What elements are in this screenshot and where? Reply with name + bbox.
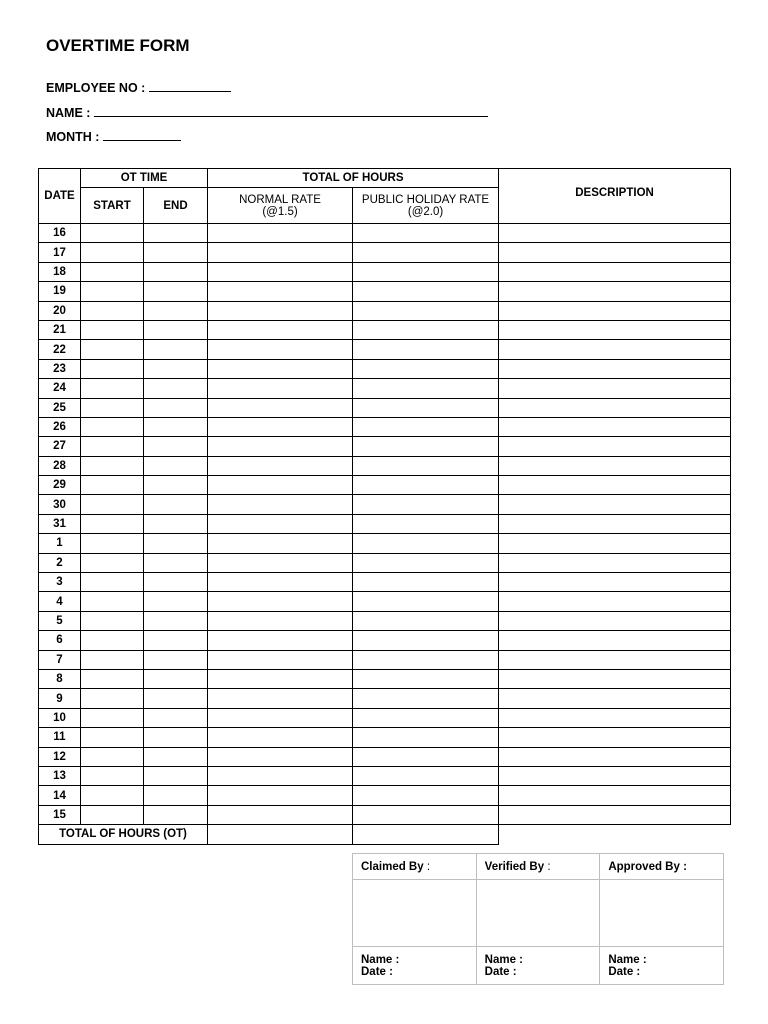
date-cell: 4	[39, 592, 81, 611]
date-cell: 22	[39, 340, 81, 359]
claimed-name-date[interactable]	[353, 947, 477, 985]
approved-by-cell	[600, 854, 724, 880]
date-cell: 29	[39, 476, 81, 495]
description-cell[interactable]	[499, 243, 731, 262]
description-cell[interactable]	[499, 282, 731, 301]
date-header: DATE	[39, 169, 81, 224]
claimed-signature-box[interactable]	[353, 880, 477, 947]
overtime-table-body	[39, 224, 731, 825]
end-cell[interactable]	[144, 224, 208, 243]
start-cell[interactable]	[81, 262, 144, 281]
public-holiday-cell[interactable]	[353, 379, 499, 398]
date-cell: 31	[39, 514, 81, 533]
normal-rate-cell[interactable]	[208, 553, 353, 572]
table-row	[39, 786, 731, 805]
normal-rate-cell[interactable]	[208, 592, 353, 611]
start-cell[interactable]	[81, 282, 144, 301]
verified-by-colon: :	[547, 860, 551, 873]
normal-rate-cell[interactable]	[208, 282, 353, 301]
date-cell: 25	[39, 398, 81, 417]
employee-no-line[interactable]	[149, 79, 231, 92]
end-cell[interactable]	[144, 553, 208, 572]
normal-rate-cell[interactable]	[208, 786, 353, 805]
end-cell[interactable]	[144, 689, 208, 708]
verified-name-label: Name :	[484, 953, 524, 966]
start-cell[interactable]	[81, 766, 144, 785]
date-cell: 11	[39, 728, 81, 747]
table-row	[39, 340, 731, 359]
claimed-by-label: Claimed By	[361, 860, 424, 873]
normal-rate-cell[interactable]	[208, 262, 353, 281]
verified-by-cell	[476, 854, 600, 880]
normal-rate-cell[interactable]	[208, 573, 353, 592]
table-row	[39, 708, 731, 727]
start-cell[interactable]	[81, 592, 144, 611]
table-row	[39, 359, 731, 378]
end-cell[interactable]	[144, 766, 208, 785]
description-cell[interactable]	[499, 747, 731, 766]
date-cell: 15	[39, 805, 81, 824]
date-cell: 14	[39, 786, 81, 805]
end-cell[interactable]	[144, 243, 208, 262]
normal-rate-label: NORMAL RATE	[239, 193, 321, 206]
start-cell[interactable]	[81, 747, 144, 766]
public-holiday-cell[interactable]	[353, 611, 499, 630]
start-cell[interactable]	[81, 243, 144, 262]
description-cell[interactable]	[499, 650, 731, 669]
total-hours-ot-label: TOTAL OF HOURS (OT)	[39, 825, 208, 844]
approved-signature-box[interactable]	[600, 880, 724, 947]
end-header: END	[144, 188, 208, 224]
name-field	[46, 104, 488, 120]
normal-rate-cell[interactable]	[208, 650, 353, 669]
total-hours-header: TOTAL OF HOURS	[208, 169, 499, 188]
public-holiday-cell[interactable]	[353, 553, 499, 572]
end-cell[interactable]	[144, 379, 208, 398]
end-cell[interactable]	[144, 592, 208, 611]
start-cell[interactable]	[81, 398, 144, 417]
verified-name-date[interactable]	[476, 947, 600, 985]
description-cell[interactable]	[499, 224, 731, 243]
claimed-by-cell	[353, 854, 477, 880]
end-cell[interactable]	[144, 534, 208, 553]
start-cell[interactable]	[81, 786, 144, 805]
start-cell[interactable]	[81, 437, 144, 456]
date-cell: 30	[39, 495, 81, 514]
normal-rate-cell[interactable]	[208, 224, 353, 243]
end-cell[interactable]	[144, 631, 208, 650]
public-holiday-cell[interactable]	[353, 514, 499, 533]
normal-rate-cell[interactable]	[208, 243, 353, 262]
approved-by-label: Approved By :	[608, 860, 687, 873]
end-cell[interactable]	[144, 495, 208, 514]
normal-rate-cell[interactable]	[208, 417, 353, 436]
date-cell: 3	[39, 573, 81, 592]
total-blank-cell	[499, 825, 731, 844]
normal-rate-cell[interactable]	[208, 340, 353, 359]
normal-rate-cell[interactable]	[208, 476, 353, 495]
table-row	[39, 476, 731, 495]
description-cell[interactable]	[499, 476, 731, 495]
normal-rate-cell[interactable]	[208, 359, 353, 378]
public-holiday-cell[interactable]	[353, 359, 499, 378]
public-holiday-cell[interactable]	[353, 534, 499, 553]
date-cell: 27	[39, 437, 81, 456]
table-row	[39, 592, 731, 611]
description-cell[interactable]	[499, 456, 731, 475]
normal-rate-cell[interactable]	[208, 320, 353, 339]
description-cell[interactable]	[499, 573, 731, 592]
description-cell[interactable]	[499, 340, 731, 359]
verified-date-label: Date :	[484, 965, 517, 978]
start-cell[interactable]	[81, 631, 144, 650]
public-holiday-cell[interactable]	[353, 495, 499, 514]
start-cell[interactable]	[81, 534, 144, 553]
start-cell[interactable]	[81, 805, 144, 824]
form-title: OVERTIME FORM	[46, 36, 190, 55]
start-cell[interactable]	[81, 689, 144, 708]
date-cell: 24	[39, 379, 81, 398]
start-cell[interactable]	[81, 553, 144, 572]
start-cell[interactable]	[81, 320, 144, 339]
public-holiday-cell[interactable]	[353, 398, 499, 417]
end-cell[interactable]	[144, 728, 208, 747]
end-cell[interactable]	[144, 282, 208, 301]
public-holiday-cell[interactable]	[353, 282, 499, 301]
table-row	[39, 398, 731, 417]
description-cell[interactable]	[499, 379, 731, 398]
description-cell[interactable]	[499, 398, 731, 417]
public-holiday-cell[interactable]	[353, 262, 499, 281]
overtime-table	[38, 168, 731, 845]
normal-rate-cell[interactable]	[208, 689, 353, 708]
table-row	[39, 262, 731, 281]
total-normal-rate-cell[interactable]	[208, 825, 353, 844]
start-cell[interactable]	[81, 379, 144, 398]
start-cell[interactable]	[81, 224, 144, 243]
normal-rate-cell[interactable]	[208, 766, 353, 785]
end-cell[interactable]	[144, 708, 208, 727]
ot-time-header: OT TIME	[81, 169, 208, 188]
name-label: NAME :	[46, 106, 91, 120]
start-cell[interactable]	[81, 476, 144, 495]
description-cell[interactable]	[499, 553, 731, 572]
start-cell[interactable]	[81, 417, 144, 436]
table-row	[39, 534, 731, 553]
table-row	[39, 495, 731, 514]
date-cell: 5	[39, 611, 81, 630]
public-holiday-cell[interactable]	[353, 708, 499, 727]
verified-by-label: Verified By	[484, 860, 545, 873]
table-row	[39, 224, 731, 243]
table-row	[39, 669, 731, 688]
description-cell[interactable]	[499, 417, 731, 436]
employee-no-label: EMPLOYEE NO :	[46, 81, 146, 95]
date-cell: 7	[39, 650, 81, 669]
date-cell: 10	[39, 708, 81, 727]
start-cell[interactable]	[81, 456, 144, 475]
table-row	[39, 747, 731, 766]
start-cell[interactable]	[81, 359, 144, 378]
description-cell[interactable]	[499, 728, 731, 747]
end-cell[interactable]	[144, 456, 208, 475]
approved-date-label: Date :	[608, 965, 641, 978]
date-cell: 2	[39, 553, 81, 572]
table-row	[39, 573, 731, 592]
normal-rate-cell[interactable]	[208, 301, 353, 320]
table-row	[39, 631, 731, 650]
description-cell[interactable]	[499, 359, 731, 378]
description-cell[interactable]	[499, 495, 731, 514]
description-cell[interactable]	[499, 669, 731, 688]
description-cell[interactable]	[499, 689, 731, 708]
normal-rate-cell[interactable]	[208, 437, 353, 456]
claimed-by-colon: :	[426, 860, 431, 873]
date-cell: 8	[39, 669, 81, 688]
description-cell[interactable]	[499, 786, 731, 805]
month-field	[46, 128, 181, 144]
claimed-date-label: Date :	[361, 965, 393, 978]
description-cell[interactable]	[499, 320, 731, 339]
normal-rate-cell[interactable]	[208, 669, 353, 688]
end-cell[interactable]	[144, 398, 208, 417]
start-cell[interactable]	[81, 495, 144, 514]
public-holiday-cell[interactable]	[353, 573, 499, 592]
end-cell[interactable]	[144, 320, 208, 339]
normal-rate-cell[interactable]	[208, 728, 353, 747]
end-cell[interactable]	[144, 650, 208, 669]
table-row	[39, 282, 731, 301]
date-cell: 18	[39, 262, 81, 281]
normal-rate-cell[interactable]	[208, 611, 353, 630]
date-cell: 26	[39, 417, 81, 436]
public-holiday-cell[interactable]	[353, 476, 499, 495]
end-cell[interactable]	[144, 573, 208, 592]
table-row	[39, 766, 731, 785]
table-row	[39, 417, 731, 436]
description-cell[interactable]	[499, 611, 731, 630]
date-cell: 13	[39, 766, 81, 785]
public-holiday-cell[interactable]	[353, 320, 499, 339]
date-cell: 1	[39, 534, 81, 553]
date-cell: 19	[39, 282, 81, 301]
public-holiday-header	[353, 188, 499, 224]
date-cell: 23	[39, 359, 81, 378]
public-holiday-cell[interactable]	[353, 650, 499, 669]
public-holiday-cell[interactable]	[353, 805, 499, 824]
end-cell[interactable]	[144, 476, 208, 495]
table-row	[39, 805, 731, 824]
end-cell[interactable]	[144, 301, 208, 320]
public-holiday-cell[interactable]	[353, 456, 499, 475]
end-cell[interactable]	[144, 437, 208, 456]
claimed-name-label: Name :	[361, 953, 400, 966]
name-line[interactable]	[94, 104, 488, 117]
public-holiday-cell[interactable]	[353, 437, 499, 456]
table-row	[39, 728, 731, 747]
table-row	[39, 650, 731, 669]
end-cell[interactable]	[144, 747, 208, 766]
description-cell[interactable]	[499, 437, 731, 456]
start-cell[interactable]	[81, 514, 144, 533]
date-cell: 28	[39, 456, 81, 475]
date-cell: 12	[39, 747, 81, 766]
public-holiday-cell[interactable]	[353, 766, 499, 785]
public-holiday-multiplier: (@2.0)	[407, 205, 444, 218]
end-cell[interactable]	[144, 514, 208, 533]
public-holiday-cell[interactable]	[353, 669, 499, 688]
date-cell: 16	[39, 224, 81, 243]
public-holiday-cell[interactable]	[353, 417, 499, 436]
normal-rate-cell[interactable]	[208, 398, 353, 417]
month-label: MONTH :	[46, 130, 100, 144]
normal-rate-cell[interactable]	[208, 534, 353, 553]
public-holiday-cell[interactable]	[353, 728, 499, 747]
description-cell[interactable]	[499, 631, 731, 650]
employee-no-field	[46, 79, 231, 95]
description-cell[interactable]	[499, 592, 731, 611]
end-cell[interactable]	[144, 611, 208, 630]
normal-rate-cell[interactable]	[208, 514, 353, 533]
start-cell[interactable]	[81, 728, 144, 747]
normal-rate-multiplier: (@1.5)	[262, 205, 298, 218]
date-cell: 6	[39, 631, 81, 650]
table-row	[39, 553, 731, 572]
start-header: START	[81, 188, 144, 224]
approved-name-date[interactable]	[600, 947, 724, 985]
table-row	[39, 320, 731, 339]
start-cell[interactable]	[81, 708, 144, 727]
normal-rate-cell[interactable]	[208, 495, 353, 514]
description-cell[interactable]	[499, 805, 731, 824]
table-row	[39, 456, 731, 475]
table-row	[39, 689, 731, 708]
public-holiday-cell[interactable]	[353, 224, 499, 243]
verified-signature-box[interactable]	[476, 880, 600, 947]
total-public-holiday-cell[interactable]	[353, 825, 499, 844]
date-cell: 20	[39, 301, 81, 320]
end-cell[interactable]	[144, 359, 208, 378]
description-cell[interactable]	[499, 301, 731, 320]
normal-rate-cell[interactable]	[208, 379, 353, 398]
normal-rate-cell[interactable]	[208, 456, 353, 475]
public-holiday-cell[interactable]	[353, 689, 499, 708]
end-cell[interactable]	[144, 786, 208, 805]
description-cell[interactable]	[499, 766, 731, 785]
table-row	[39, 437, 731, 456]
start-cell[interactable]	[81, 573, 144, 592]
normal-rate-cell[interactable]	[208, 805, 353, 824]
description-header: DESCRIPTION	[499, 169, 731, 224]
description-cell[interactable]	[499, 262, 731, 281]
table-row	[39, 379, 731, 398]
start-cell[interactable]	[81, 611, 144, 630]
end-cell[interactable]	[144, 669, 208, 688]
start-cell[interactable]	[81, 650, 144, 669]
signature-table	[352, 853, 724, 985]
public-holiday-cell[interactable]	[353, 747, 499, 766]
date-cell: 9	[39, 689, 81, 708]
public-holiday-cell[interactable]	[353, 340, 499, 359]
normal-rate-cell[interactable]	[208, 708, 353, 727]
end-cell[interactable]	[144, 262, 208, 281]
table-row	[39, 611, 731, 630]
table-row	[39, 301, 731, 320]
end-cell[interactable]	[144, 417, 208, 436]
table-row	[39, 243, 731, 262]
description-cell[interactable]	[499, 534, 731, 553]
description-cell[interactable]	[499, 514, 731, 533]
normal-rate-cell[interactable]	[208, 631, 353, 650]
public-holiday-label: PUBLIC HOLIDAY RATE	[361, 193, 490, 206]
end-cell[interactable]	[144, 340, 208, 359]
start-cell[interactable]	[81, 301, 144, 320]
description-cell[interactable]	[499, 708, 731, 727]
public-holiday-cell[interactable]	[353, 592, 499, 611]
approved-name-label: Name :	[608, 953, 647, 966]
table-row	[39, 514, 731, 533]
public-holiday-cell[interactable]	[353, 301, 499, 320]
date-cell: 21	[39, 320, 81, 339]
end-cell[interactable]	[144, 805, 208, 824]
public-holiday-cell[interactable]	[353, 631, 499, 650]
normal-rate-header	[208, 188, 353, 224]
public-holiday-cell[interactable]	[353, 243, 499, 262]
start-cell[interactable]	[81, 340, 144, 359]
start-cell[interactable]	[81, 669, 144, 688]
date-cell: 17	[39, 243, 81, 262]
public-holiday-cell[interactable]	[353, 786, 499, 805]
month-line[interactable]	[103, 128, 181, 141]
normal-rate-cell[interactable]	[208, 747, 353, 766]
